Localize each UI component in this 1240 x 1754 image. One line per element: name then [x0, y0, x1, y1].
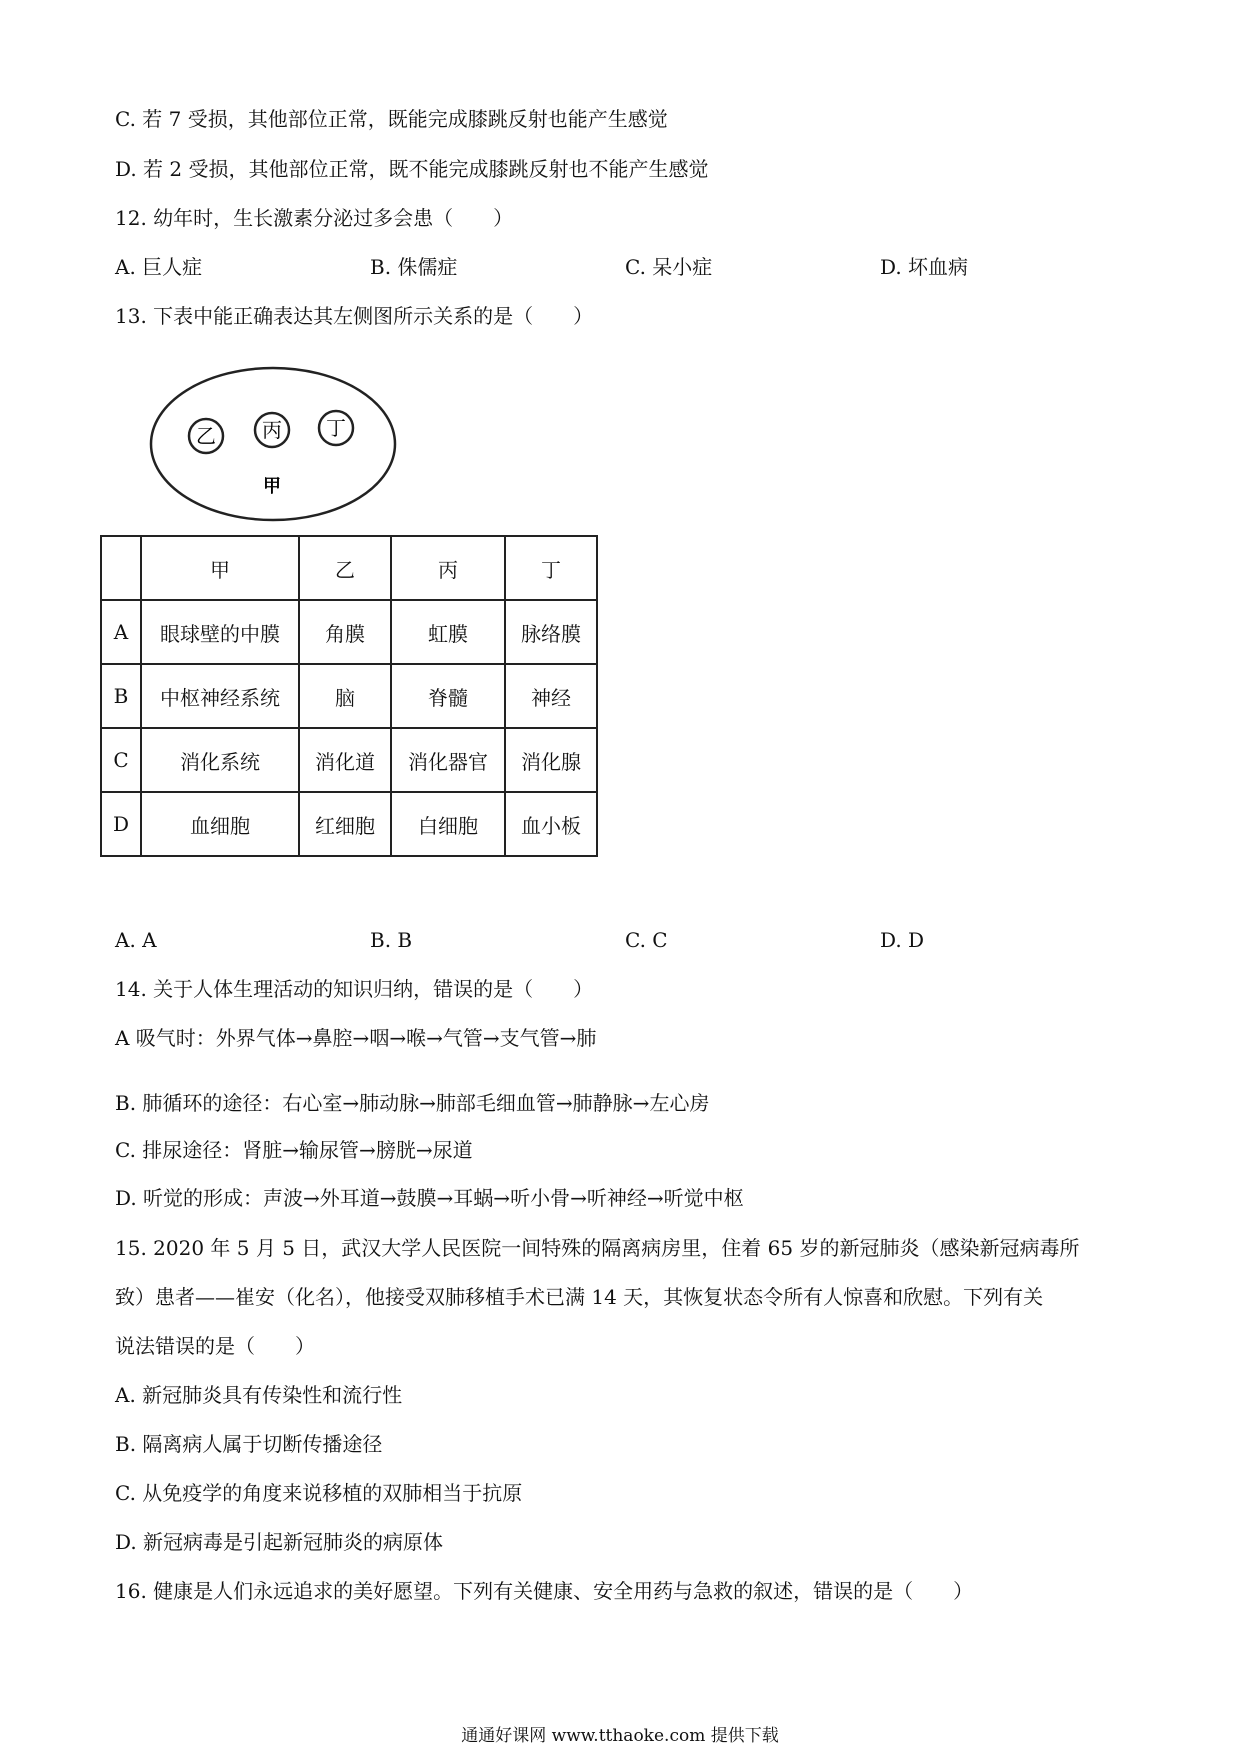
q11-option-c: C. 若 7 受损，其他部位正常，既能完成膝跳反射也能产生感觉 [115, 107, 668, 131]
table-header-row [101, 536, 597, 600]
q13-relation-table [100, 535, 598, 857]
table-header-cell: 甲 [141, 536, 299, 600]
q15-stem-line-3: 说法错误的是（ ） [115, 1334, 315, 1358]
q12-stem: 12. 幼年时，生长激素分泌过多会患（ ） [115, 206, 514, 230]
table-row [101, 728, 597, 792]
q12-option-b: B. 侏儒症 [370, 255, 458, 279]
label-ding: 丁 [326, 416, 346, 440]
q15-option-a: A. 新冠肺炎具有传染性和流行性 [115, 1383, 403, 1407]
table-cell: 脉络膜 [505, 600, 597, 664]
q13-option-a: A. A [115, 928, 157, 952]
label-yi: 乙 [196, 424, 216, 448]
table-header-cell: 乙 [299, 536, 391, 600]
table-cell: D [101, 792, 141, 856]
table-cell: 脊髓 [391, 664, 505, 728]
table-cell: C [101, 728, 141, 792]
table-cell: 消化系统 [141, 728, 299, 792]
table-cell: 血小板 [505, 792, 597, 856]
q13-option-d: D. D [880, 928, 925, 952]
q15-option-b: B. 隔离病人属于切断传播途径 [115, 1432, 383, 1456]
q12-option-a: A. 巨人症 [115, 255, 203, 279]
outer-ellipse-jia [151, 368, 395, 520]
page-footer: 通通好课网 www.tthaoke.com 提供下载 [461, 1726, 779, 1746]
q14-option-d: D. 听觉的形成：声波→外耳道→鼓膜→耳蜗→听小骨→听神经→听觉中枢 [115, 1186, 744, 1210]
table-row [101, 664, 597, 728]
table-cell: B [101, 664, 141, 728]
q14-option-c: C. 排尿途径：肾脏→输尿管→膀胱→尿道 [115, 1138, 473, 1162]
table-cell: 红细胞 [299, 792, 391, 856]
table-header-cell [101, 536, 141, 600]
table-cell: 中枢神经系统 [141, 664, 299, 728]
q13-option-b: B. B [370, 928, 413, 952]
q11-option-d: D. 若 2 受损，其他部位正常，既不能完成膝跳反射也不能产生感觉 [115, 157, 709, 181]
label-jia: 甲 [263, 476, 281, 497]
table-cell: 眼球壁的中膜 [141, 600, 299, 664]
table-cell: 血细胞 [141, 792, 299, 856]
q12-option-d: D. 坏血病 [880, 255, 969, 279]
table-row [101, 600, 597, 664]
table-cell: 脑 [299, 664, 391, 728]
label-bing: 丙 [262, 418, 282, 442]
table-header-cell: 丁 [505, 536, 597, 600]
table-cell: 消化腺 [505, 728, 597, 792]
q14-stem: 14. 关于人体生理活动的知识归纳，错误的是（ ） [115, 977, 594, 1001]
table-cell: 消化器官 [391, 728, 505, 792]
q13-set-diagram [148, 364, 398, 524]
q15-option-c: C. 从免疫学的角度来说移植的双肺相当于抗原 [115, 1481, 523, 1505]
table-cell: 角膜 [299, 600, 391, 664]
table-cell: 白细胞 [391, 792, 505, 856]
q16-stem: 16. 健康是人们永远追求的美好愿望。下列有关健康、安全用药与急救的叙述，错误的是（ ） [115, 1579, 974, 1603]
q14-option-a: A 吸气时：外界气体→鼻腔→咽→喉→气管→支气管→肺 [115, 1026, 597, 1050]
q15-option-d: D. 新冠病毒是引起新冠肺炎的病原体 [115, 1530, 444, 1554]
q15-stem-line-2: 致）患者——崔安（化名），他接受双肺移植手术已满 14 天，其恢复状态令所有人惊喜和欣慰。下列有关 [115, 1285, 1044, 1309]
q14-option-b: B. 肺循环的途径：右心室→肺动脉→肺部毛细血管→肺静脉→左心房 [115, 1091, 710, 1115]
q15-stem-line-1: 15. 2020 年 5 月 5 日，武汉大学人民医院一间特殊的隔离病房里，住着 65 岁的新冠肺炎（感染新冠病毒所 [115, 1236, 1080, 1260]
table-header-cell: 丙 [391, 536, 505, 600]
q13-option-c: C. C [625, 928, 668, 952]
table-cell: 神经 [505, 664, 597, 728]
table-cell: A [101, 600, 141, 664]
q12-option-c: C. 呆小症 [625, 255, 713, 279]
table-row [101, 792, 597, 856]
table-cell: 虹膜 [391, 600, 505, 664]
table-cell: 消化道 [299, 728, 391, 792]
q13-stem: 13. 下表中能正确表达其左侧图所示关系的是（ ） [115, 304, 594, 328]
